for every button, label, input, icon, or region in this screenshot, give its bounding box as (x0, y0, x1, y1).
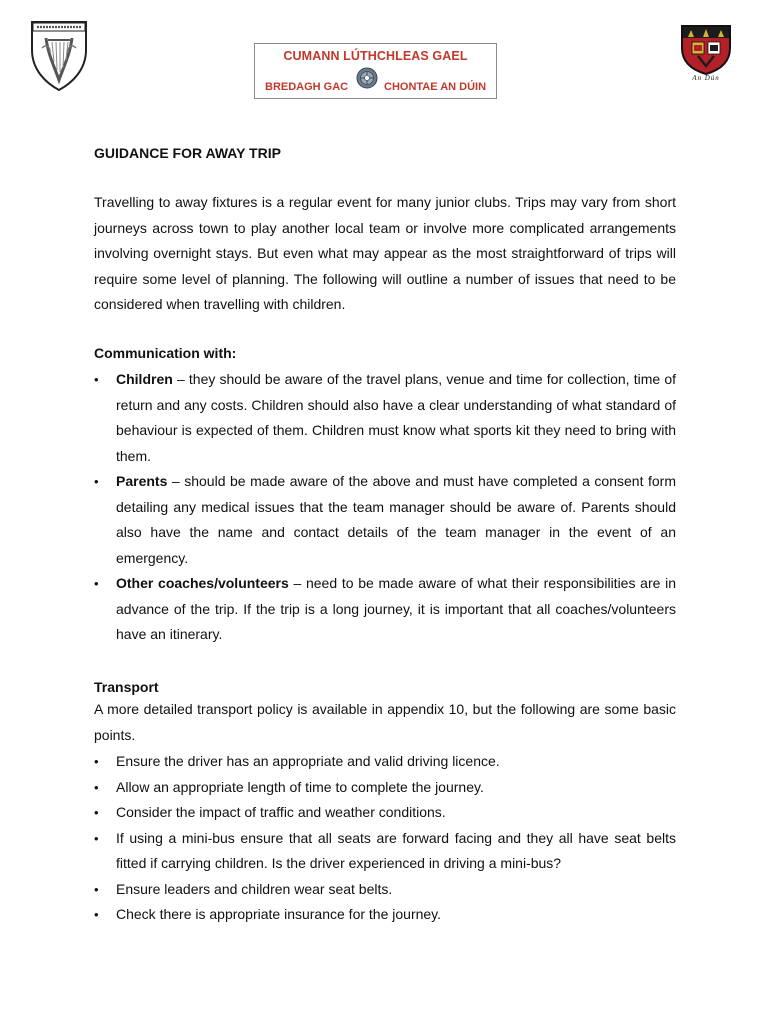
list-item-text: Check there is appropriate insurance for the journey. (116, 906, 442, 922)
bullet-icon: • (94, 754, 99, 769)
transport-intro: A more detailed transport policy is available in appendix 10, but the following are some basic points. (94, 701, 676, 743)
list-item-text: – should be made aware of the above and must have completed a consent form detailing any medical issues that the team manager should be aware of. Parents should also have the name and contact details of the team manager in the event of an emergency. (116, 473, 676, 566)
communication-list (94, 367, 676, 648)
list-item (94, 469, 676, 571)
list-item (94, 826, 676, 877)
banner-club-name: BREDAGH GAC (265, 81, 349, 93)
bullet-icon: • (94, 830, 99, 846)
club-banner (254, 43, 497, 99)
bullet-icon: • (94, 576, 99, 591)
bullet-icon: • (94, 805, 99, 820)
list-item-term: Parents (116, 473, 168, 489)
list-item-term: Children (116, 371, 173, 387)
list-item-text: If using a mini-bus ensure that all seats are forward facing and they all have seat belts fitted if carrying children. Is the driver experienced in driving a mini-bus? (116, 829, 676, 871)
banner-county-name: CHONTAE AN DÚIN (384, 81, 487, 93)
list-item-text: Ensure leaders and children wear seat belts. (116, 880, 393, 897)
intro-paragraph: Travelling to away fixtures is a regular event for many junior clubs. Trips may vary from short journeys across town to play another local team or involve more complicated arrangements involving overnight stays. But even what may appear as the most straightforward of trips will require some level of planning. The following will outline a number of issues that need to be considered when travelling with children. (94, 194, 676, 312)
page-title: GUIDANCE FOR AWAY TRIP (94, 145, 281, 161)
county-crest-caption: An Dún (692, 74, 720, 82)
transport-heading: Transport (94, 679, 159, 695)
bullet-icon: • (94, 907, 99, 922)
list-item-text: Allow an appropriate length of time to complete the journey. (116, 778, 484, 795)
transport-list (94, 749, 676, 928)
list-item-text: – need to be made aware of what their responsibilities are in advance of the trip. If the trip is a long journey, it is important that all coaches/volunteers have an itinerary. (116, 575, 676, 642)
list-item (94, 749, 676, 775)
communication-heading: Communication with: (94, 345, 237, 361)
list-item (94, 775, 676, 801)
bullet-icon: • (94, 779, 99, 795)
banner-title: CUMANN LÚTHCHLEAS GAEL (283, 49, 468, 63)
list-item (94, 800, 676, 826)
bullet-icon: • (94, 474, 99, 489)
list-item-text: – they should be aware of the travel plans, venue and time for collection, time of return and any costs. Children should also have a clear understanding of what standard of behaviour is expected of them. Children must know what sports kit they need to bring with them. (116, 371, 676, 464)
list-item (94, 902, 676, 928)
bullet-icon: • (94, 372, 99, 387)
list-item-text: Ensure the driver has an appropriate and valid driving licence. (116, 753, 500, 769)
list-item (94, 877, 676, 903)
harp-shield-icon (28, 20, 90, 92)
bullet-icon: • (94, 881, 99, 897)
list-item-text: Consider the impact of traffic and weather conditions. (116, 804, 446, 820)
list-item (94, 571, 676, 648)
list-item-term: Other coaches/volunteers (116, 575, 289, 591)
gaa-emblem-icon (356, 67, 378, 89)
list-item (94, 367, 676, 469)
